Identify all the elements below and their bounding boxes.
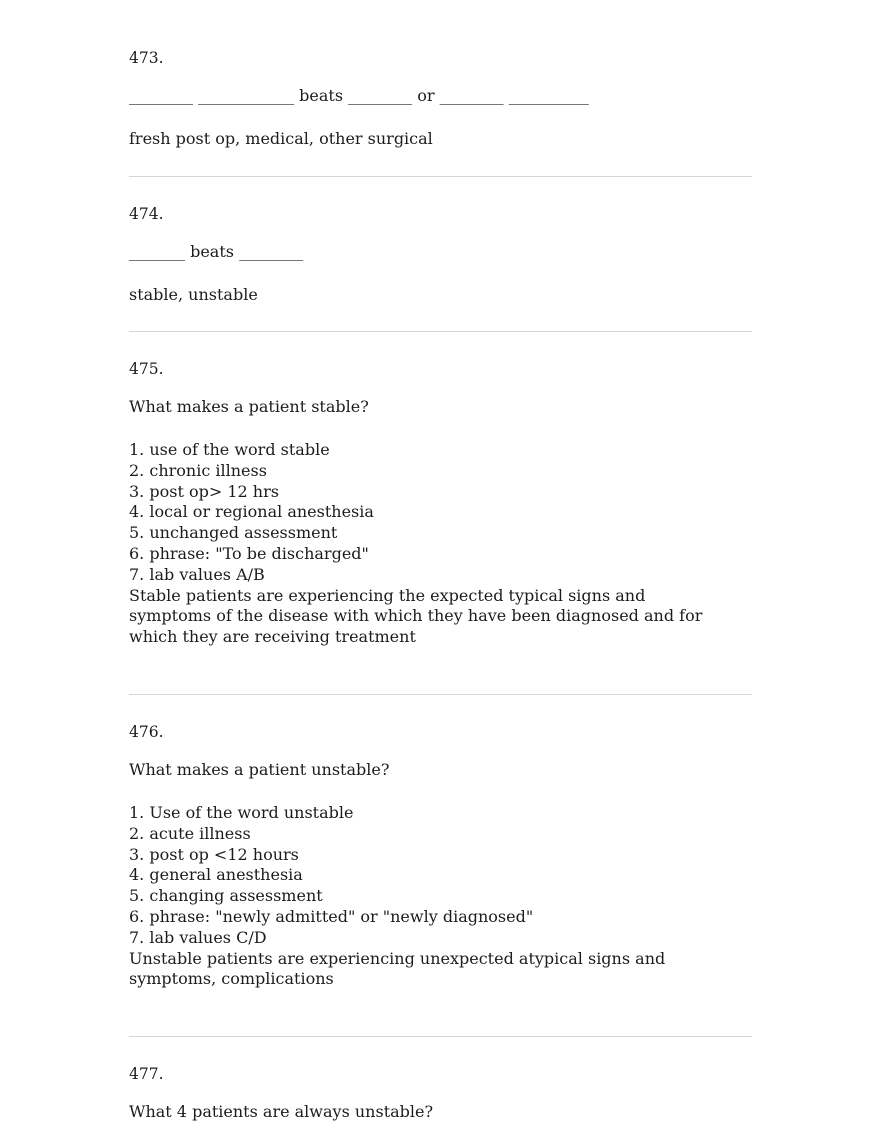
answer-line: 2. acute illness: [129, 823, 251, 843]
card-number: 473.: [129, 49, 164, 67]
answer-line: 7. lab values C/D: [129, 927, 267, 947]
answer-line: 1. use of the word stable: [129, 440, 330, 459]
card-number: 474.: [129, 205, 164, 223]
answer-line: 2. chronic illness: [129, 460, 267, 480]
card-answer: [129, 285, 752, 306]
card-question: What makes a patient unstable?: [129, 760, 390, 779]
card-number: 477.: [129, 1065, 164, 1083]
card-divider: [129, 694, 752, 695]
card-divider: [129, 1036, 752, 1037]
answer-line: 3. post op <12 hours: [129, 844, 299, 864]
card-answer: [129, 803, 752, 990]
card-question: ________ ____________ beats ________ or ________ __________: [129, 86, 589, 105]
card-answer: [129, 440, 752, 648]
answer-line: 7. lab values A/B: [129, 564, 265, 584]
card-number: 475.: [129, 360, 164, 378]
flashcard-477: [129, 1064, 752, 1122]
card-question: _______ beats ________: [129, 242, 304, 261]
answer-line: 3. post op> 12 hrs: [129, 481, 279, 501]
answer-line: fresh post op, medical, other surgical: [129, 129, 433, 148]
answer-line: 6. phrase: "To be discharged": [129, 543, 369, 563]
card-question: What 4 patients are always unstable?: [129, 1102, 434, 1121]
answer-line: 1. Use of the word unstable: [129, 803, 354, 822]
flashcard-474: [129, 204, 752, 306]
answer-line: 6. phrase: "newly admitted" or "newly diagnosed": [129, 906, 534, 926]
answer-line: 5. changing assessment: [129, 886, 323, 906]
answer-line: Stable patients are experiencing the expected typical signs and: [129, 585, 646, 605]
answer-line: symptoms of the disease with which they have been diagnosed and for: [129, 606, 703, 626]
answer-line: 4. general anesthesia: [129, 865, 303, 885]
answer-line: 5. unchanged assessment: [129, 523, 338, 543]
flashcard-473: [129, 48, 752, 150]
answer-line: which they are receiving treatment: [129, 627, 416, 647]
answer-line: stable, unstable: [129, 285, 258, 304]
answer-line: 4. local or regional anesthesia: [129, 502, 374, 522]
card-question: What makes a patient stable?: [129, 397, 369, 416]
answer-line: symptoms, complications: [129, 969, 334, 989]
answer-line: Unstable patients are experiencing unexpected atypical signs and: [129, 948, 666, 968]
flashcard-476: [129, 722, 752, 990]
card-divider: [129, 331, 752, 332]
card-divider: [129, 176, 752, 177]
card-number: 476.: [129, 723, 164, 741]
flashcard-475: [129, 359, 752, 648]
card-answer: [129, 129, 752, 150]
